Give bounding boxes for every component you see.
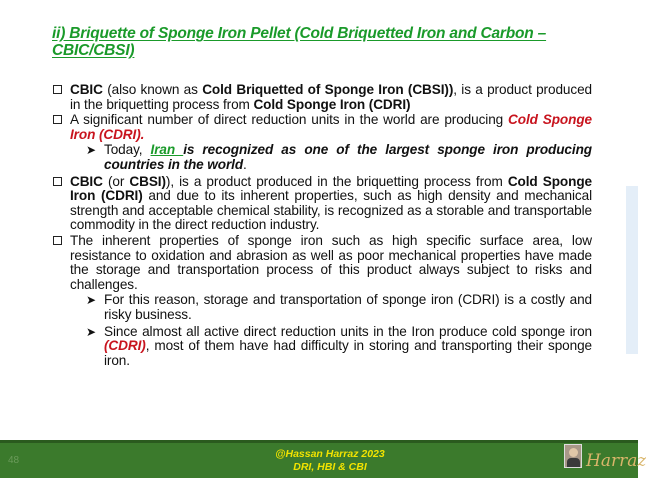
avatar-head	[569, 448, 578, 457]
side-decoration	[626, 186, 638, 354]
bullet-3-term-2: CBSI)	[129, 173, 166, 189]
sub-bullet-period: .	[243, 156, 247, 172]
bullet-1-term-2: Cold Briquetted of Sponge Iron (CBSI))	[202, 82, 454, 97]
bullet-2-sub	[52, 143, 592, 172]
sub-bullet-emphasis: (CDRI)	[104, 338, 146, 354]
sub-bullet-text: Since almost all active direct reduction units in the Iron produce cold sponge iron	[104, 323, 592, 339]
harraz-logo: Harraz	[586, 451, 646, 471]
sub-bullet-text: Today,	[104, 142, 151, 158]
bullet-3	[52, 175, 592, 233]
checkbox-bullet-icon	[53, 115, 62, 124]
avatar-body	[567, 458, 580, 467]
sub-bullet-iran: Iran	[150, 142, 184, 158]
bullet-1-term-3: Cold Sponge Iron (CDRI)	[253, 96, 411, 112]
arrow-bullet-icon: ➤	[86, 293, 96, 308]
bullet-1-text: (also known as	[102, 82, 203, 97]
sub-bullet-text-2: , most of them have had difficulty in storing and transporting their sponge iron.	[104, 338, 592, 368]
slide-title: ii) Briquette of Sponge Iron Pellet (Cold Briquetted Iron and Carbon – CBIC/CBSI)	[52, 25, 547, 59]
author-photo	[564, 444, 582, 468]
bullet-4-sub-1	[52, 293, 592, 322]
checkbox-bullet-icon	[53, 85, 62, 94]
footer-credits	[230, 448, 430, 474]
bullet-2	[52, 113, 592, 142]
arrow-bullet-icon: ➤	[86, 324, 96, 339]
bullet-4-sub-2	[52, 325, 592, 369]
footer-topic: DRI, HBI & CBI	[293, 461, 367, 473]
page-number: 48	[8, 455, 20, 466]
bullet-1	[52, 83, 592, 112]
checkbox-bullet-icon	[53, 177, 62, 186]
footer-author: @Hassan Harraz 2023	[275, 448, 385, 460]
bullet-3-text-3: and due to its inherent properties, such as high density and mechanical strength and acceptable chemical stability, is recognized as a storable and transportable commodity in the direct reduction industry.	[70, 188, 593, 233]
bullet-4-text: The inherent properties of sponge iron such as high specific surface area, low resistance to oxidation and abrasion as well as poor mechanical properties have made the storage and transportation process of this product always subject to risks and challenges.	[70, 232, 592, 292]
bullet-1-text-2: , is a product produced in the briquetting process from	[70, 82, 592, 112]
bullet-3-text: (or	[102, 173, 130, 189]
footer-divider	[0, 440, 638, 443]
bullet-3-term: CBIC	[70, 173, 103, 189]
bullet-3-text-2: ), is a product produced in the briquetting process from	[165, 173, 508, 189]
bullet-1-term: CBIC	[70, 82, 103, 97]
checkbox-bullet-icon	[53, 236, 62, 245]
arrow-bullet-icon: ➤	[86, 143, 96, 158]
sub-bullet-emphasis: is recognized as one of the largest sponge iron producing countries in the world	[104, 142, 592, 172]
bullet-2-emphasis: Cold Sponge Iron (CDRI).	[70, 112, 592, 142]
bullet-3-term-3: Cold Sponge Iron (CDRI)	[70, 173, 592, 204]
slide-body	[52, 83, 592, 370]
bullet-2-text: A significant number of direct reduction units in the world are producing	[70, 112, 509, 128]
bullet-4	[52, 234, 592, 292]
sub-bullet-text: For this reason, storage and transportation of sponge iron (CDRI) is a costly and risky business.	[104, 292, 592, 322]
